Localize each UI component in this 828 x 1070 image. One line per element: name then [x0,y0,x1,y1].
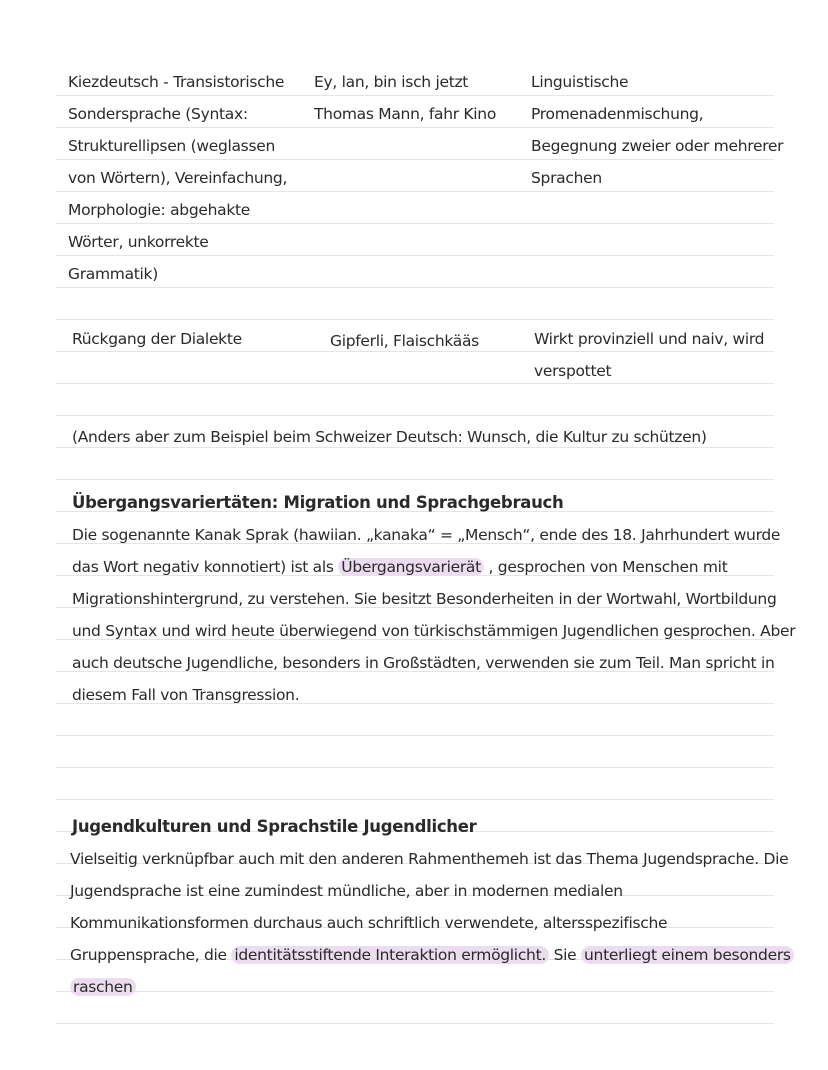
table-row1-col3 [531,66,784,194]
ruled-line [56,767,774,768]
paragraph-line: Jugendsprache ist eine zumindest mündliche, aber in modernen medialen [70,882,623,900]
paragraph-line: Die sogenannte Kanak Sprak (hawiian. „kanaka“ = „Mensch“, ende des 18. Jahrhundert wurde [72,526,781,544]
cell-line: Linguistische [531,73,629,91]
cell-line: Strukturellipsen (weglassen [68,137,275,155]
paragraph-line: Migrationshintergrund, zu verstehen. Sie besitzt Besonderheiten in der Wortwahl, Wortbildung [72,590,777,608]
paragraph-line: Vielseitig verknüpfbar auch mit den anderen Rahmenthemeh ist das Thema Jugendsprache. Die [70,850,789,868]
ruled-line [56,319,774,320]
paragraph-line: diesem Fall von Transgression. [72,686,300,704]
paragraph-line [72,551,777,583]
ruled-line [56,799,774,800]
text-run: , gesprochen von Menschen mit [483,558,728,576]
cell-line: Thomas Mann, fahr Kino [314,105,497,123]
cell-line: Begegnung zweier oder mehrerer [531,137,784,155]
cell-line: Wörter, unkorrekte [68,233,209,251]
section1-heading: Übergangsvariertäten: Migration und Sprachgebrauch [72,493,564,512]
paragraph-line [70,971,775,1003]
table-row2-col1: Rückgang der Dialekte [72,330,242,348]
ruled-line [56,415,774,416]
cell-line: Sondersprache (Syntax: [68,105,248,123]
section2-paragraph [70,843,791,1003]
table-row2-col3 [534,323,774,387]
paragraph-line [70,939,791,971]
section1-paragraph [72,519,796,711]
paragraph-line: und Syntax und wird heute überwiegend von türkischstämmigen Jugendlichen gesprochen. Aber [72,622,796,640]
cell-line: Promenadenmischung, [531,105,704,123]
cell-line: Wirkt provinziell und naiv, wird [534,330,765,348]
paragraph-line: auch deutsche Jugendliche, besonders in Großstädten, verwenden sie zum Teil. Man spricht in [72,654,775,672]
ruled-line [56,735,774,736]
section2-heading: Jugendkulturen und Sprachstile Jugendlicher [72,817,477,836]
table-row1-col1 [68,66,304,290]
cell-line: Ey, lan, bin isch jetzt [314,73,469,91]
table-row2-col2: Gipferli, Flaischkääs [330,332,479,350]
text-run: Gruppensprache, die [70,946,232,964]
ruled-line [56,1023,774,1024]
text-run: Sie [548,946,582,964]
cell-line: Kiezdeutsch - Transistorische [68,73,285,91]
paragraph-line: Kommunikationsformen durchaus auch schriftlich verwendete, altersspezifische [70,914,668,932]
cell-line: Grammatik) [68,265,158,283]
cell-line: Sprachen [531,169,602,187]
text-run: das Wort negativ konnotiert) ist als [72,558,339,576]
highlight-unterliegt: unterliegt einem besonders [581,946,794,964]
ruled-line [56,479,774,480]
note-text: (Anders aber zum Beispiel beim Schweizer Deutsch: Wunsch, die Kultur zu schützen) [72,428,707,446]
cell-line: verspottet [534,362,612,380]
highlight-raschen: raschen [70,978,136,996]
highlight-uebergangsvarietaet: Übergangsvarierät [338,558,484,576]
cell-line: Morphologie: abgehakte [68,201,251,219]
highlight-identitaetsstiftend: identitätsstiftende Interaktion ermöglicht. [231,946,549,964]
table-row1-col2 [314,66,524,130]
cell-line: von Wörtern), Vereinfachung, [68,169,288,187]
